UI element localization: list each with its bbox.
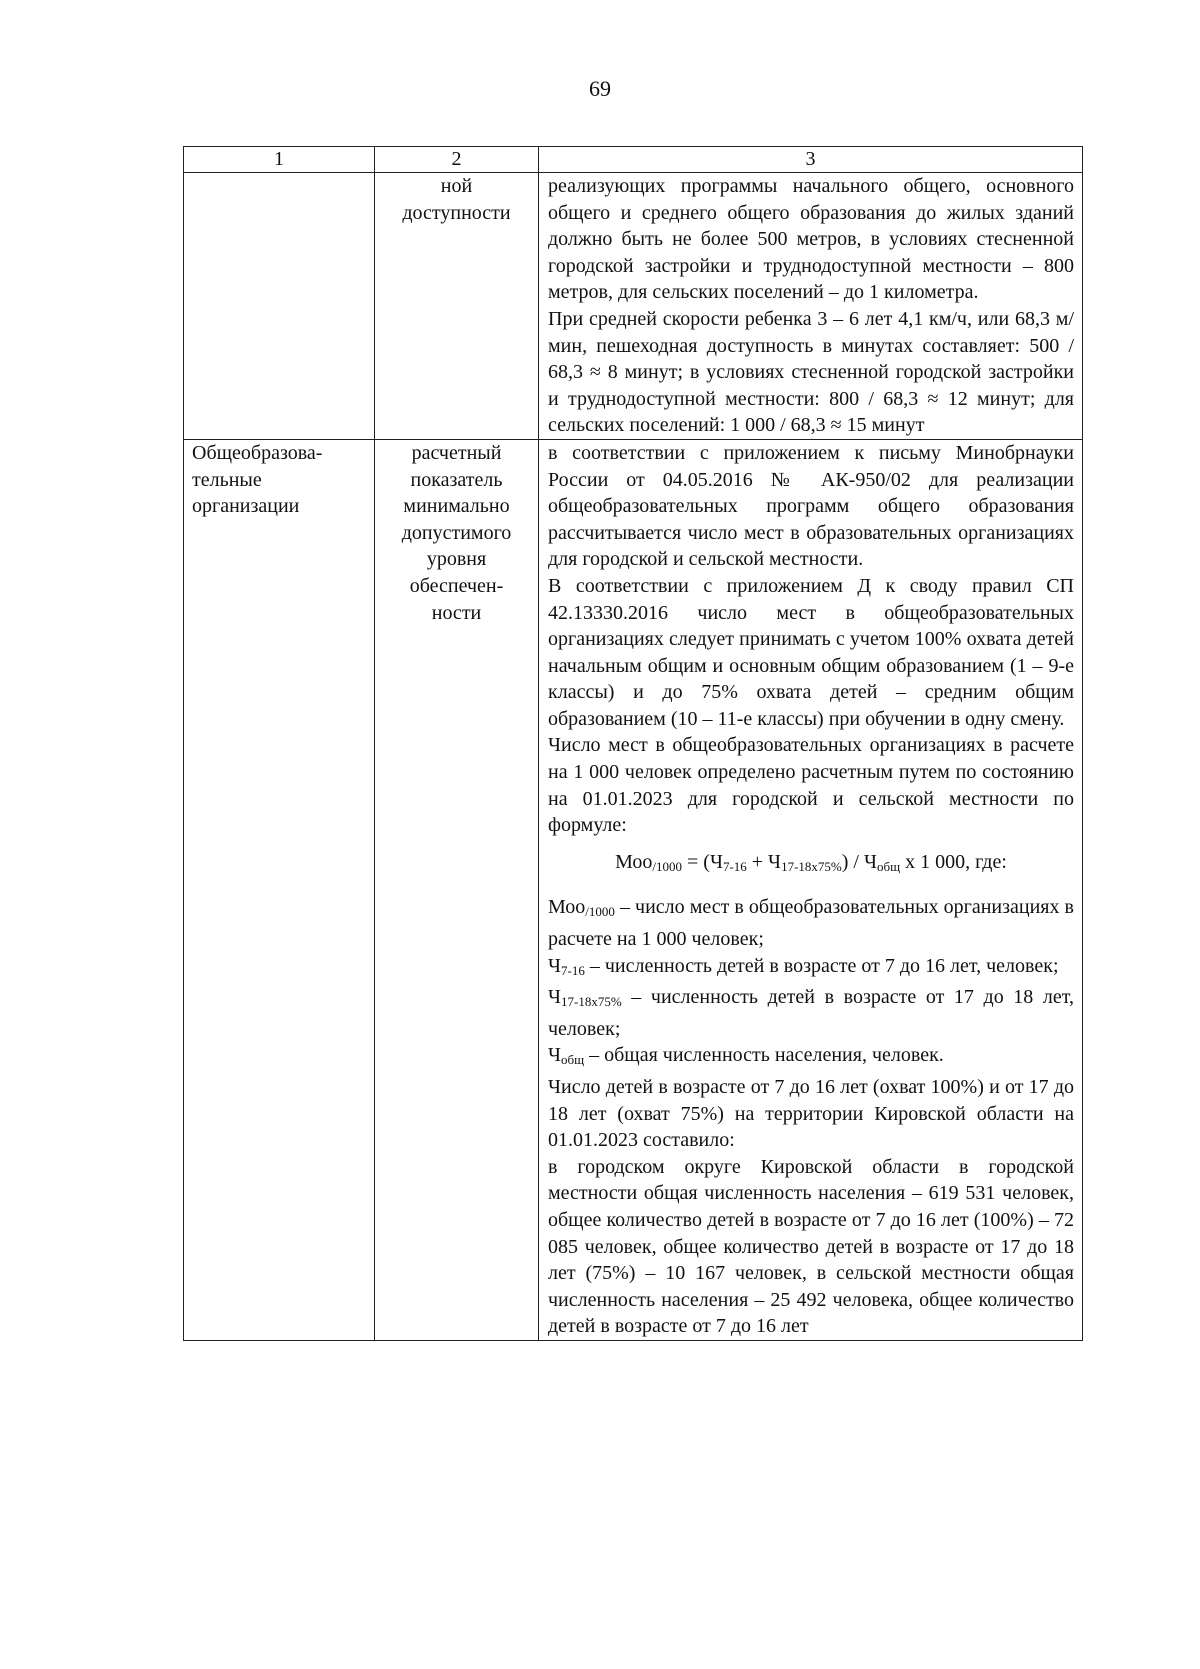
formula-definition: $Ч_{17-18х75\%}$ – численность детей в возрасте от 17 до 18 лет, человек; [548, 986, 1074, 1040]
page-number: 69 [589, 76, 611, 101]
type-line: организации [192, 495, 300, 518]
formula-definition: Моо$_{/1000}$ – число мест в общеобразовательных организациях в расчете на 1 000 человек; [548, 896, 1074, 951]
indicator-line: ности [431, 601, 482, 624]
row2-description-cell [539, 439, 1083, 1340]
indicator-line: допустимого [401, 521, 512, 544]
indicator-line: ной [440, 175, 473, 197]
type-line: тельные [192, 468, 262, 491]
description-paragraph: Число мест в общеобразовательных организациях в расчете на 1 000 человек определено расчетным путем по состоянию на 01.01.2023 для городской и сельской местности по формуле: [548, 734, 1074, 837]
column-header-1: 1 [184, 147, 375, 173]
table-header-row [184, 147, 1083, 173]
description-paragraph: реализующих программы начального общего, основного общего и среднего общего образования до жилых зданий должно быть не более 500 метров, в условиях стесненной городской застройки и труднодоступной местности – 800 метров, для сельских поселений – до 1 километра. [548, 175, 1074, 304]
table-row [184, 439, 1083, 1340]
formula-definition: $Ч_{7-16}$ – численность детей в возрасте от 7 до 16 лет, человек; [548, 954, 1059, 978]
row1-indicator-cell [375, 173, 539, 440]
indicator-line: минимально [403, 495, 510, 518]
row1-type-cell [184, 173, 375, 440]
description-paragraph: в городском округе Кировской области в городской местности общая численность населения – 619 531 человек, общее количество детей в возрасте от 7 до 16 лет (100%) – 72 085 человек, общее количество детей в возрасте от 17 до 18 лет (75%) – 10 167 человек, в сельской местности общая численность населения – 25 492 человека, общее количество детей в возрасте от 7 до 16 лет [548, 1155, 1074, 1338]
table-row [184, 173, 1083, 440]
column-header-3: 3 [539, 147, 1083, 173]
indicator-line: обеспечен- [409, 574, 504, 597]
column-header-2: 2 [375, 147, 539, 173]
row2-type-cell [184, 439, 375, 1340]
indicator-line: уровня [426, 548, 487, 571]
indicator-line: доступности [402, 201, 511, 224]
indicator-line: показатель [410, 468, 503, 491]
indicator-line: расчетный [411, 441, 502, 464]
formula: $Моо_{/1000} = (Ч_{7-16} + Ч_{17-18х75\%}) / Ч_{общ}$ х 1 000, где: [615, 850, 1007, 874]
norms-table [183, 146, 1083, 1341]
description-paragraph: При средней скорости ребенка 3 – 6 лет 4,1 км/ч, или 68,3 м/мин, пешеходная доступность в минутах составляет: 500 / 68,3 ≈ 8 минут; в условиях стесненной городской застройки и труднодоступной местности: 800 / 68,3 ≈ 12 минут; для сельских поселений: 1 000 / 68,3 ≈ 15 минут [548, 307, 1074, 437]
row2-indicator-cell [375, 439, 539, 1340]
description-paragraph: в соответствии с приложением к письму Минобрнауки России от 04.05.2016 № АК-950/02 для реализации общеобразовательных программ общего образования рассчитывается число мест в образовательных организациях для городской и сельской местности. [548, 441, 1074, 571]
row1-description-cell [539, 173, 1083, 440]
formula-definition: $Ч_{общ}$ – общая численность населения, человек. [548, 1044, 944, 1068]
type-line: Общеобразова- [192, 441, 323, 464]
description-paragraph: Число детей в возрасте от 7 до 16 лет (охват 100%) и от 17 до 18 лет (охват 75%) на территории Кировской области на 01.01.2023 составило: [548, 1076, 1074, 1152]
description-paragraph: В соответствии с приложением Д к своду правил СП 42.13330.2016 число мест в общеобразовательных организациях следует принимать с учетом 100% охвата детей начальным общим и основным общим образованием (1 – 9-е классы) и до 75% охвата детей – средним общим образованием (10 – 11-е классы) при обучении в одну смену. [548, 574, 1074, 730]
